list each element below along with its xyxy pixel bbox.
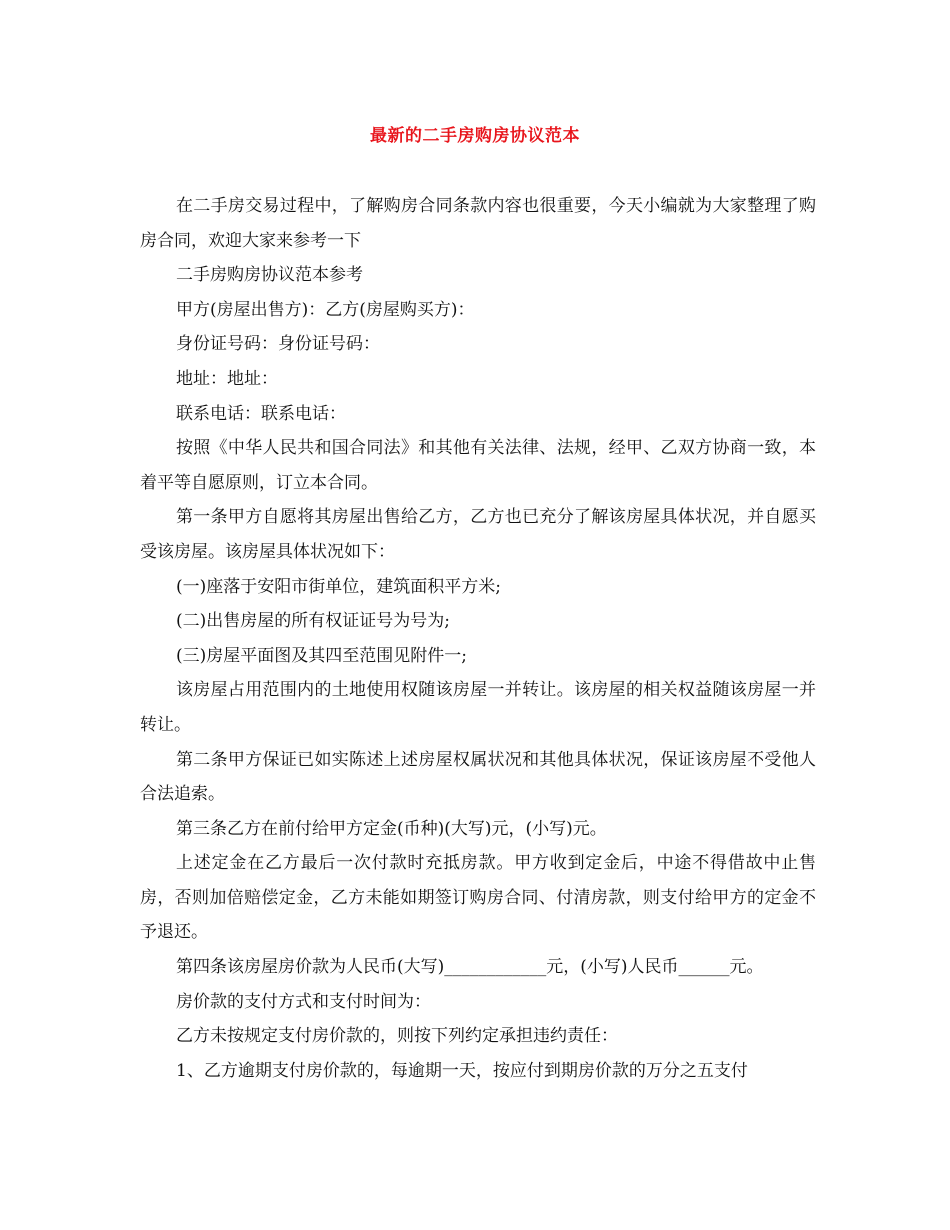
land-use-paragraph: 该房屋占用范围内的土地使用权随该房屋一并转让。该房屋的相关权益随该房屋一并转让。	[140, 680, 816, 735]
intro-paragraph: 在二手房交易过程中，了解购房合同条款内容也很重要，今天小编就为大家整理了购房合同，欢迎大家来参考一下	[140, 196, 816, 251]
article-1-paragraph: 第一条甲方自愿将其房屋出售给乙方，乙方也已充分了解该房屋具体状况，并自愿买受该房屋。该房屋具体状况如下：	[140, 507, 816, 562]
payment-method-line: 房价款的支付方式和支付时间为：	[176, 991, 431, 1012]
article-3-paragraph: 第三条乙方在前付给甲方定金(币种)(大写)元，(小写)元。	[176, 818, 607, 839]
article-2-paragraph: 第二条甲方保证已如实陈述上述房屋权属状况和其他具体状况，保证该房屋不受他人合法追索。	[140, 749, 816, 805]
article-1-item-1: (一)座落于安阳市街单位，建筑面积平方米;	[176, 576, 501, 597]
deposit-paragraph: 上述定金在乙方最后一次付款时充抵房款。甲方收到定金后，中途不得借故中止售房，否则加倍赔偿定金，乙方未能如期签订购房合同、付清房款，则支付给甲方的定金不予退还。	[140, 853, 816, 943]
subtitle-paragraph: 二手房购房协议范本参考	[176, 265, 363, 286]
article-1-item-3: (三)房屋平面图及其四至范围见附件一;	[176, 645, 467, 666]
id-number-line: 身份证号码：身份证号码：	[176, 334, 380, 355]
document-title: 最新的二手房购房协议范本	[370, 126, 580, 146]
article-4-paragraph: 第四条该房屋房价款为人民币(大写)____________元，(小写)人民币______元。	[176, 957, 764, 978]
article-1-item-2: (二)出售房屋的所有权证证号为号为;	[176, 611, 450, 632]
address-line: 地址：地址：	[176, 368, 278, 389]
legal-basis-paragraph: 按照《中华人民共和国合同法》和其他有关法律、法规，经甲、乙双方协商一致，本着平等自愿原则，订立本合同。	[140, 438, 816, 493]
phone-line: 联系电话：联系电话：	[176, 403, 346, 424]
party-line: 甲方(房屋出售方)：乙方(房屋购买方)：	[176, 299, 475, 320]
document-body	[140, 189, 816, 1088]
breach-line: 乙方未按规定支付房价款的，则按下列约定承担违约责任：	[176, 1026, 618, 1047]
breach-item-1: 1、乙方逾期支付房价款的，每逾期一天，按应付到期房价款的万分之五支付	[176, 1060, 748, 1081]
